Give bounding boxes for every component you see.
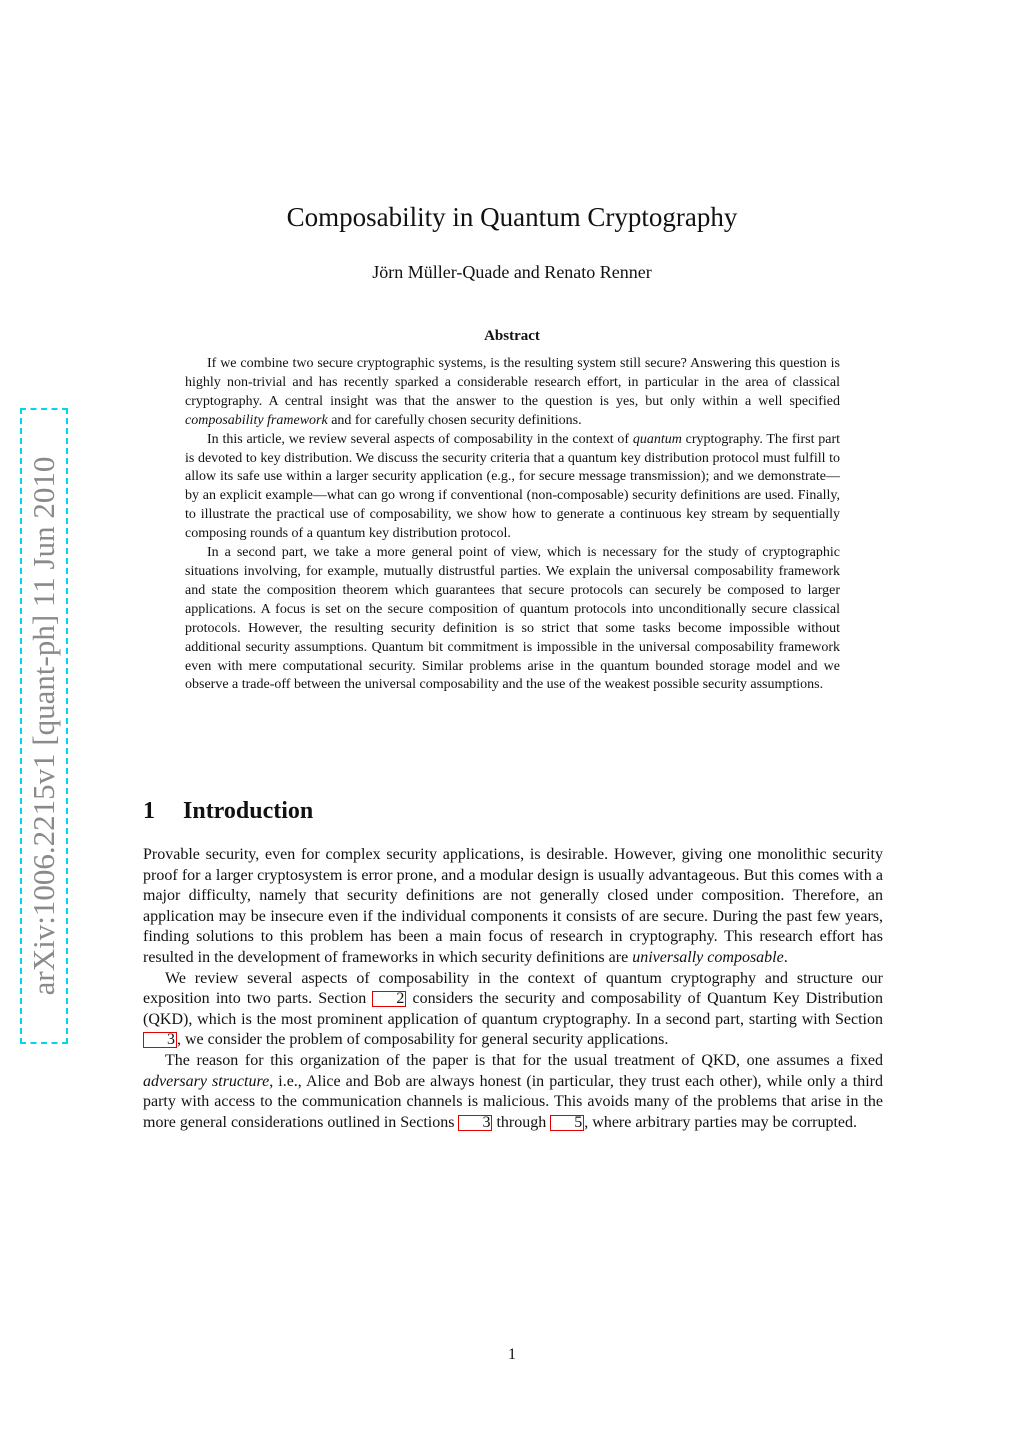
section-ref-link[interactable]: 3 — [458, 1115, 492, 1131]
paper-authors: Jörn Müller-Quade and Renato Renner — [372, 262, 652, 282]
body-paragraph: We review several aspects of composability in the context of quantum cryptography and structure our exposition into two parts. Section 2 considers the security and composability of Quantum Key Distribution (QKD), which is the most prominent application of quantum cryptography. In a second part, starting with Section 3 , we consider the problem of composability for general security applications. — [143, 969, 884, 1049]
section-ref-link[interactable]: 3 — [143, 1032, 177, 1048]
body-paragraph: The reason for this organization of the paper is that for the usual treatment of QKD, one assumes a fixed adversary structure, i.e., Alice and Bob are always honest (in particular, they trust each other), while only a third party with access to the communication channels is malicious. This avoids many of the problems that arise in the more general considerations outlined in Sections 3 through 5 , where arbitrary parties may be corrupted. — [143, 1051, 884, 1131]
section-heading — [143, 798, 843, 825]
abstract-body — [185, 355, 840, 695]
section-ref-link[interactable]: 5 — [550, 1115, 584, 1131]
abstract-paragraph: In a second part, we take a more general point of view, which is necessary for the study of cryptographic situations involving, for example, mutually distrustful parties. We explain the universal composability framework and state the composition theorem which guarantees that secure protocols can securely be composed to larger applications. A focus is set on the secure composition of quantum protocols into unconditionally secure classical protocols. However, the resulting security definition is so strict that some tasks become impossible without additional security assumptions. Quantum bit commitment is impossible in the universal composability framework even with mere computational security. Similar problems arise in the quantum bounded storage model and we observe a trade-off between the universal composability and the use of the weakest possible security assumptions. — [185, 545, 840, 693]
abstract-paragraph: In this article, we review several aspects of composability in the context of quantum cryptography. The first part is devoted to key distribution. We discuss the security criteria that a quantum key distribution protocol must fulfill to allow its safe use within a larger security application (e.g., for secure message transmission); and we demonstrate—by an explicit example—what can go wrong if conventional (non-composable) security definitions are used. Finally, to illustrate the practical use of composability, we show how to generate a continuous key stream by sequentially composing rounds of a quantum key distribution protocol. — [185, 431, 841, 542]
arxiv-stamp: arXiv:1006.2215v1 [quant-ph] 11 Jun 2010 — [26, 456, 61, 996]
introduction-body — [143, 845, 883, 1133]
paper-title: Composability in Quantum Cryptography — [286, 202, 738, 232]
section-number: 1 — [143, 798, 155, 824]
abstract-heading: Abstract — [484, 328, 540, 344]
abstract-paragraph: If we combine two secure cryptographic systems, is the resulting system still secure? Answering this question is highly non-trivial and has recently sparked a considerable research effort, in particular in the area of classical cryptography. A central insight was that the answer to the question is yes, but only within a well specified composability framework and for carefully chosen security definitions. — [185, 356, 840, 428]
section-title: Introduction — [183, 798, 314, 824]
body-paragraph: Provable security, even for complex security applications, is desirable. However, giving one monolithic security proof for a larger cryptosystem is error prone, and a modular design is usually advantageous. But this comes with a major difficulty, namely that security definitions are not generally closed under composition. Therefore, an application may be insecure even if the individual components it consists of are secure. During the past few years, finding solutions to this problem has been a main focus of research in cryptography. This research effort has resulted in the development of frameworks in which security definitions are universally composable. — [143, 846, 883, 966]
page-number: 1 — [508, 1346, 516, 1363]
section-ref-link[interactable]: 2 — [372, 991, 406, 1007]
